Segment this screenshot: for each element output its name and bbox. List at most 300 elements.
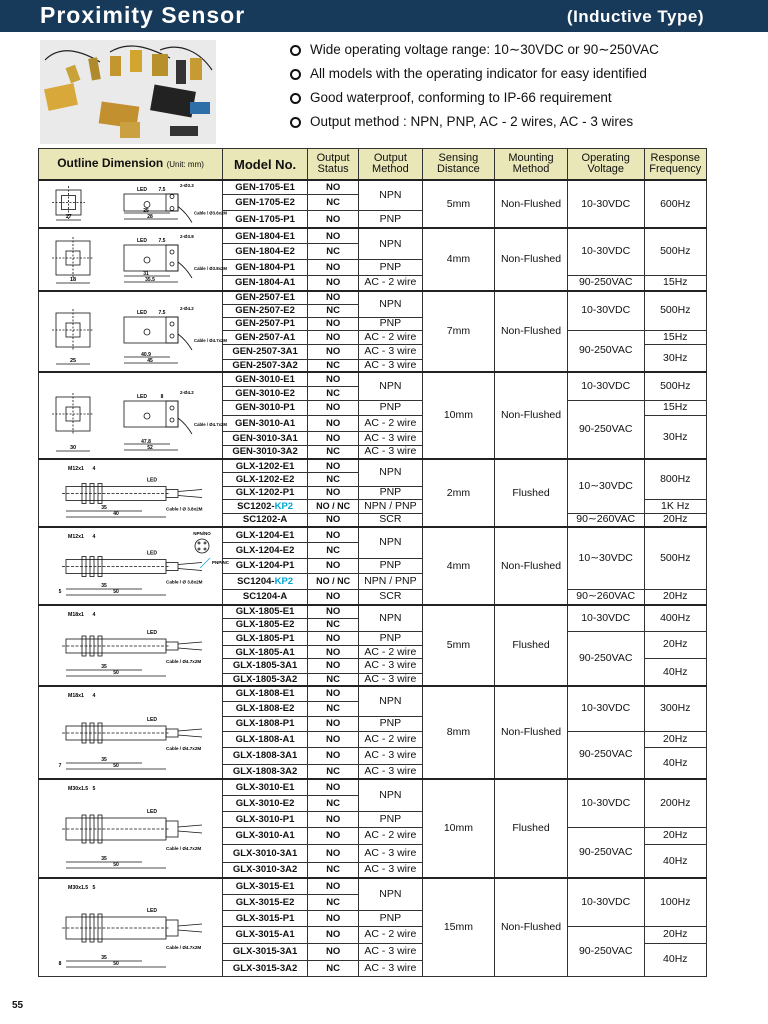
response-frequency-cell: 15Hz: [644, 275, 706, 291]
page-title: Proximity Sensor: [40, 2, 246, 28]
model-cell: GLX-1805-3A2: [223, 673, 308, 686]
svg-text:50: 50: [112, 862, 119, 868]
svg-text:Cable / Ø 3.8x2M: Cable / Ø 3.8x2M: [165, 506, 203, 512]
model-cell: SC1202-A: [223, 513, 308, 527]
svg-text:LED: LED: [146, 477, 157, 484]
output-status-cell: NO: [308, 527, 359, 543]
output-status-cell: NO: [308, 779, 359, 795]
output-status-cell: NO / NC: [308, 574, 359, 590]
model-cell: GLX-3015-E1: [223, 878, 308, 894]
model-cell: GEN-3010-P1: [223, 400, 308, 416]
svg-text:Cable / Ø3.8x2M: Cable / Ø3.8x2M: [193, 266, 227, 271]
output-status-cell: NC: [308, 244, 359, 260]
output-status-cell: NC: [308, 894, 359, 910]
model-cell: GEN-1804-A1: [223, 275, 308, 291]
model-cell: GLX-1204-E1: [223, 527, 308, 543]
feature-item: All models with the operating indicator for easy identified: [288, 64, 659, 88]
output-status-cell: NO: [308, 589, 359, 605]
model-cell: GEN-3010-A1: [223, 416, 308, 432]
svg-text:35: 35: [100, 955, 107, 961]
table-row: [39, 228, 707, 244]
output-status-cell: NO: [308, 659, 359, 674]
output-status-cell: NO: [308, 513, 359, 527]
spec-table: [38, 148, 707, 977]
operating-voltage-cell: 90-250VAC: [567, 731, 644, 779]
response-frequency-cell: 20Hz: [644, 513, 706, 527]
model-cell: GEN-2507-A1: [223, 330, 308, 345]
output-method-cell: NPN: [359, 291, 422, 317]
sensing-distance-cell: 5mm: [422, 605, 495, 686]
sensing-distance-cell: 10mm: [422, 779, 495, 878]
svg-text:17: 17: [65, 214, 72, 220]
response-frequency-cell: 1K Hz: [644, 500, 706, 514]
operating-voltage-cell: 90-250VAC: [567, 400, 644, 459]
model-cell: SC1204-KP2: [223, 574, 308, 590]
svg-text:50: 50: [112, 763, 119, 769]
model-cell: GEN-2507-P1: [223, 317, 308, 330]
svg-text:Cable / Ø4.7x2M: Cable / Ø4.7x2M: [165, 659, 201, 664]
outline-dimension-cell: [39, 180, 227, 228]
svg-text:35.5: 35.5: [144, 277, 155, 283]
output-status-cell: NC: [308, 764, 359, 779]
svg-text:7.5: 7.5: [158, 238, 166, 244]
page-subtitle: (Inductive Type): [566, 7, 704, 26]
output-status-cell: NO: [308, 330, 359, 345]
output-status-cell: NC: [308, 473, 359, 487]
svg-text:LED: LED: [136, 238, 147, 244]
svg-text:2-Ø3.3: 2-Ø3.3: [179, 183, 194, 188]
response-frequency-cell: 300Hz: [644, 686, 706, 731]
svg-text:30: 30: [69, 445, 76, 451]
svg-text:35: 35: [100, 505, 107, 511]
response-frequency-cell: 20Hz: [644, 589, 706, 605]
output-method-cell: AC - 3 wire: [359, 445, 422, 459]
svg-text:LED: LED: [146, 809, 157, 815]
outline-dimension-cell: [39, 605, 223, 686]
svg-text:8: 8: [58, 961, 61, 967]
mounting-method-cell: Flushed: [495, 605, 568, 686]
output-status-cell: NO: [308, 558, 359, 574]
model-cell: GEN-3010-E1: [223, 372, 308, 386]
model-cell: GLX-1805-E1: [223, 605, 308, 618]
sensing-distance-cell: 5mm: [422, 180, 495, 228]
output-status-cell: NO: [308, 827, 359, 845]
outline-drawing: [42, 292, 227, 368]
model-cell: GLX-1808-E1: [223, 686, 308, 701]
operating-voltage-cell: 90∼260VAC: [567, 513, 644, 527]
operating-voltage-cell: 10∼30VDC: [567, 459, 644, 513]
response-frequency-cell: 500Hz: [644, 228, 706, 275]
response-frequency-cell: 100Hz: [644, 878, 706, 926]
table-row: [39, 291, 707, 304]
output-status-cell: NC: [308, 795, 359, 811]
operating-voltage-cell: 90-250VAC: [567, 275, 644, 291]
model-cell: GLX-1204-E2: [223, 543, 308, 559]
response-frequency-cell: 30Hz: [644, 345, 706, 373]
svg-text:4: 4: [92, 612, 96, 618]
sensing-distance-cell: 8mm: [422, 686, 495, 779]
output-status-cell: NO: [308, 943, 359, 960]
svg-text:7: 7: [58, 763, 61, 769]
model-cell: GEN-2507-3A2: [223, 359, 308, 372]
table-row: [39, 372, 707, 386]
operating-voltage-cell: 10-30VDC: [567, 686, 644, 731]
table-row: [39, 459, 707, 473]
table-row: [39, 527, 707, 543]
response-frequency-cell: 20Hz: [644, 731, 706, 748]
sensing-distance-cell: 4mm: [422, 527, 495, 605]
svg-text:25: 25: [69, 358, 76, 364]
svg-text:2-Ø4.2: 2-Ø4.2: [179, 306, 194, 311]
model-cell: GEN-3010-E2: [223, 386, 308, 400]
outline-drawing: [42, 528, 229, 601]
outline-drawing: [42, 879, 220, 973]
col-header-operating-voltage: Operating Voltage: [567, 149, 644, 181]
col-header-output-status: Output Status: [308, 149, 359, 181]
response-frequency-cell: 200Hz: [644, 779, 706, 827]
output-method-cell: SCR: [359, 589, 422, 605]
output-method-cell: AC - 3 wire: [359, 359, 422, 372]
output-status-cell: NO: [308, 416, 359, 432]
response-frequency-cell: 20Hz: [644, 827, 706, 845]
model-cell: GLX-3010-3A1: [223, 845, 308, 863]
output-status-cell: NC: [308, 304, 359, 317]
model-cell: GLX-1808-A1: [223, 731, 308, 748]
svg-text:25: 25: [142, 208, 149, 214]
svg-text:4: 4: [92, 693, 96, 699]
outline-drawing: [42, 181, 227, 224]
output-method-cell: NPN: [359, 180, 422, 211]
svg-text:Cable / Ø3.6x2M: Cable / Ø3.6x2M: [193, 210, 227, 216]
bullet-circle-icon: [290, 45, 301, 56]
svg-text:35: 35: [100, 583, 107, 589]
output-status-cell: NO / NC: [308, 500, 359, 514]
outline-drawing: [42, 460, 220, 523]
svg-text:50: 50: [112, 961, 119, 967]
operating-voltage-cell: 90-250VAC: [567, 926, 644, 977]
svg-text:18: 18: [69, 277, 76, 283]
response-frequency-cell: 500Hz: [644, 291, 706, 330]
operating-voltage-cell: 90-250VAC: [567, 631, 644, 686]
model-cell: GLX-3015-3A2: [223, 961, 308, 977]
outline-dimension-cell: [39, 686, 223, 779]
model-cell: SC1202-KP2: [223, 500, 308, 514]
model-cell: GEN-1705-E1: [223, 180, 308, 195]
model-cell: GLX-3010-E1: [223, 779, 308, 795]
response-frequency-cell: 500Hz: [644, 372, 706, 400]
product-photo: [40, 40, 216, 144]
output-status-cell: NO: [308, 400, 359, 416]
output-status-cell: NO: [308, 926, 359, 943]
output-method-cell: AC - 3 wire: [359, 764, 422, 779]
model-cell: GLX-3010-E2: [223, 795, 308, 811]
response-frequency-cell: 500Hz: [644, 527, 706, 589]
svg-text:LED: LED: [146, 908, 157, 914]
output-method-cell: AC - 3 wire: [359, 961, 422, 977]
output-method-cell: AC - 3 wire: [359, 673, 422, 686]
output-method-cell: AC - 2 wire: [359, 275, 422, 291]
table-row: [39, 686, 707, 701]
table-body: [39, 180, 707, 977]
outline-dimension-cell: [39, 228, 227, 291]
svg-text:8: 8: [160, 394, 163, 400]
output-status-cell: NO: [308, 211, 359, 228]
response-frequency-cell: 20Hz: [644, 631, 706, 659]
output-method-cell: NPN: [359, 779, 422, 811]
output-status-cell: NC: [308, 386, 359, 400]
output-method-cell: NPN: [359, 686, 422, 716]
output-status-cell: NO: [308, 317, 359, 330]
svg-text:2-Ø4.2: 2-Ø4.2: [179, 390, 194, 395]
output-method-cell: AC - 3 wire: [359, 748, 422, 765]
response-frequency-cell: 800Hz: [644, 459, 706, 500]
output-method-cell: AC - 2 wire: [359, 416, 422, 432]
outline-dimension-cell: [39, 878, 223, 977]
response-frequency-cell: 15Hz: [644, 400, 706, 416]
svg-text:2-Ø3.8: 2-Ø3.8: [179, 234, 194, 239]
output-status-cell: NO: [308, 631, 359, 646]
svg-text:5: 5: [92, 786, 96, 792]
model-cell: GLX-3015-P1: [223, 910, 308, 926]
svg-text:5: 5: [58, 589, 61, 595]
output-status-cell: NC: [308, 618, 359, 631]
output-status-cell: NC: [308, 445, 359, 459]
model-cell: GLX-3010-A1: [223, 827, 308, 845]
col-header-model: Model No.: [223, 149, 308, 181]
operating-voltage-cell: 10-30VDC: [567, 372, 644, 400]
sensors-image: [40, 40, 216, 144]
mounting-method-cell: Non-Flushed: [495, 291, 568, 372]
output-method-cell: AC - 3 wire: [359, 943, 422, 960]
output-status-cell: NO: [308, 845, 359, 863]
svg-text:LED: LED: [136, 310, 147, 316]
page-header: [0, 0, 768, 32]
operating-voltage-cell: 10-30VDC: [567, 878, 644, 926]
output-method-cell: SCR: [359, 513, 422, 527]
model-cell: GEN-2507-3A1: [223, 345, 308, 360]
svg-text:47.8: 47.8: [140, 439, 151, 445]
model-cell: SC1204-A: [223, 589, 308, 605]
operating-voltage-cell: 10-30VDC: [567, 779, 644, 827]
model-cell: GLX-1808-E2: [223, 701, 308, 716]
output-method-cell: PNP: [359, 317, 422, 330]
svg-text:Cable / Ø4.7x2M: Cable / Ø4.7x2M: [165, 746, 201, 751]
model-cell: GLX-3010-3A2: [223, 862, 308, 878]
output-status-cell: NC: [308, 961, 359, 977]
bullet-circle-icon: [290, 69, 301, 80]
output-status-cell: NC: [308, 195, 359, 211]
operating-voltage-cell: 10-30VDC: [567, 228, 644, 275]
outline-drawing: [42, 606, 220, 682]
col-header-response-frequency: Response Frequency: [644, 149, 706, 181]
output-status-cell: NO: [308, 731, 359, 748]
svg-text:NPN/NO: NPN/NO: [192, 531, 211, 536]
sensing-distance-cell: 15mm: [422, 878, 495, 977]
output-status-cell: NC: [308, 673, 359, 686]
outline-dimension-cell: [39, 291, 227, 372]
svg-text:40.9: 40.9: [140, 352, 151, 358]
svg-text:50: 50: [112, 670, 119, 676]
output-method-cell: PNP: [359, 716, 422, 731]
output-status-cell: NO: [308, 748, 359, 765]
output-method-cell: PNP: [359, 558, 422, 574]
svg-text:LED: LED: [136, 187, 147, 193]
output-status-cell: NC: [308, 543, 359, 559]
response-frequency-cell: 40Hz: [644, 748, 706, 780]
svg-text:PNP/NC: PNP/NC: [211, 560, 229, 565]
output-status-cell: NO: [308, 372, 359, 386]
response-frequency-cell: 40Hz: [644, 845, 706, 879]
model-cell: GLX-1805-P1: [223, 631, 308, 646]
output-method-cell: AC - 2 wire: [359, 926, 422, 943]
svg-text:35: 35: [100, 664, 107, 670]
model-cell: GEN-2507-E1: [223, 291, 308, 304]
outline-drawing: [42, 780, 220, 874]
model-cell: GLX-1808-P1: [223, 716, 308, 731]
response-frequency-cell: 40Hz: [644, 659, 706, 687]
output-method-cell: NPN / PNP: [359, 574, 422, 590]
table-row: [39, 180, 707, 195]
response-frequency-cell: 40Hz: [644, 943, 706, 976]
operating-voltage-cell: 10-30VDC: [567, 180, 644, 228]
output-method-cell: AC - 3 wire: [359, 431, 422, 445]
svg-text:Cable / Ø 3.8x2M: Cable / Ø 3.8x2M: [165, 579, 203, 585]
output-status-cell: NO: [308, 345, 359, 360]
model-cell: GEN-2507-E2: [223, 304, 308, 317]
outline-dimension-cell: [39, 527, 229, 605]
operating-voltage-cell: 90∼260VAC: [567, 589, 644, 605]
output-method-cell: AC - 3 wire: [359, 345, 422, 360]
output-method-cell: PNP: [359, 631, 422, 646]
output-method-cell: NPN: [359, 878, 422, 910]
bullet-circle-icon: [290, 93, 301, 104]
svg-text:M30x1.5: M30x1.5: [67, 885, 88, 891]
svg-text:M30x1.5: M30x1.5: [67, 786, 88, 792]
output-method-cell: AC - 2 wire: [359, 827, 422, 845]
output-status-cell: NO: [308, 811, 359, 827]
table-row: [39, 878, 707, 894]
svg-text:40: 40: [112, 511, 119, 517]
col-header-sensing-distance: Sensing Distance: [422, 149, 495, 181]
svg-text:7.5: 7.5: [158, 310, 166, 316]
sensing-distance-cell: 4mm: [422, 228, 495, 291]
output-method-cell: PNP: [359, 260, 422, 276]
svg-text:5: 5: [92, 885, 96, 891]
output-status-cell: NO: [308, 486, 359, 500]
output-method-cell: PNP: [359, 910, 422, 926]
output-status-cell: NO: [308, 275, 359, 291]
model-cell: GLX-3010-P1: [223, 811, 308, 827]
response-frequency-cell: 400Hz: [644, 605, 706, 631]
mounting-method-cell: Non-Flushed: [495, 372, 568, 459]
svg-text:7.5: 7.5: [158, 187, 166, 193]
output-status-cell: NC: [308, 359, 359, 372]
outline-dimension-cell: [39, 779, 223, 878]
operating-voltage-cell: 10∼30VDC: [567, 527, 644, 589]
operating-voltage-cell: 10-30VDC: [567, 605, 644, 631]
output-status-cell: NO: [308, 605, 359, 618]
outline-drawing: [42, 373, 227, 455]
model-cell: GEN-1705-E2: [223, 195, 308, 211]
svg-text:35: 35: [100, 856, 107, 862]
model-cell: GEN-3010-3A1: [223, 431, 308, 445]
svg-text:M12x1: M12x1: [67, 534, 84, 540]
output-method-cell: NPN: [359, 228, 422, 260]
mounting-method-cell: Non-Flushed: [495, 180, 568, 228]
feature-list: [288, 40, 659, 136]
model-cell: GEN-3010-3A2: [223, 445, 308, 459]
output-status-cell: NO: [308, 180, 359, 195]
outline-drawing: [42, 687, 220, 775]
sensing-distance-cell: 7mm: [422, 291, 495, 372]
model-cell: GLX-1202-P1: [223, 486, 308, 500]
model-cell: GEN-1804-E1: [223, 228, 308, 244]
mounting-method-cell: Non-Flushed: [495, 878, 568, 977]
table-row: [39, 605, 707, 618]
output-status-cell: NO: [308, 228, 359, 244]
svg-text:Cable / Ø4.7x2M: Cable / Ø4.7x2M: [193, 422, 227, 427]
output-status-cell: NO: [308, 910, 359, 926]
model-cell: GLX-1805-3A1: [223, 659, 308, 674]
svg-text:LED: LED: [136, 394, 147, 400]
output-method-cell: PNP: [359, 486, 422, 500]
output-method-cell: AC - 3 wire: [359, 845, 422, 863]
svg-text:M18x1: M18x1: [67, 612, 84, 618]
feature-item: Good waterproof, conforming to IP-66 requirement: [288, 88, 659, 112]
output-method-cell: PNP: [359, 211, 422, 228]
model-cell: GLX-3015-E2: [223, 894, 308, 910]
feature-item: Wide operating voltage range: 10∼30VDC or 90∼250VAC: [288, 40, 659, 64]
svg-text:M18x1: M18x1: [67, 693, 84, 699]
page-number: 55: [12, 1000, 24, 1011]
outline-drawing: [42, 229, 227, 287]
response-frequency-cell: 15Hz: [644, 330, 706, 345]
bullet-circle-icon: [290, 117, 301, 128]
model-cell: GLX-3015-A1: [223, 926, 308, 943]
model-cell: GLX-1204-P1: [223, 558, 308, 574]
model-cell: GLX-3015-3A1: [223, 943, 308, 960]
response-frequency-cell: 20Hz: [644, 926, 706, 943]
mounting-method-cell: Non-Flushed: [495, 686, 568, 779]
output-status-cell: NO: [308, 260, 359, 276]
output-method-cell: AC - 2 wire: [359, 646, 422, 659]
table-header-row: [39, 149, 707, 181]
output-status-cell: NO: [308, 878, 359, 894]
svg-text:Cable / Ø4.7x2M: Cable / Ø4.7x2M: [165, 945, 201, 950]
output-method-cell: NPN / PNP: [359, 500, 422, 514]
svg-text:LED: LED: [146, 550, 157, 557]
output-method-cell: PNP: [359, 400, 422, 416]
output-method-cell: NPN: [359, 372, 422, 400]
model-cell: GLX-1808-3A1: [223, 748, 308, 765]
model-cell: GLX-1805-E2: [223, 618, 308, 631]
output-method-cell: NPN: [359, 527, 422, 558]
model-cell: GLX-1805-A1: [223, 646, 308, 659]
model-cell: GLX-1202-E1: [223, 459, 308, 473]
mounting-method-cell: Non-Flushed: [495, 527, 568, 605]
col-header-outline: Outline Dimension (Unit: mm): [39, 149, 223, 181]
col-header-output-method: Output Method: [359, 149, 422, 181]
operating-voltage-cell: 10-30VDC: [567, 291, 644, 330]
output-status-cell: NO: [308, 431, 359, 445]
output-method-cell: AC - 3 wire: [359, 862, 422, 878]
output-method-cell: NPN: [359, 459, 422, 486]
output-method-cell: NPN: [359, 605, 422, 631]
model-cell: GEN-1705-P1: [223, 211, 308, 228]
output-status-cell: NO: [308, 646, 359, 659]
output-status-cell: NC: [308, 862, 359, 878]
response-frequency-cell: 30Hz: [644, 416, 706, 460]
